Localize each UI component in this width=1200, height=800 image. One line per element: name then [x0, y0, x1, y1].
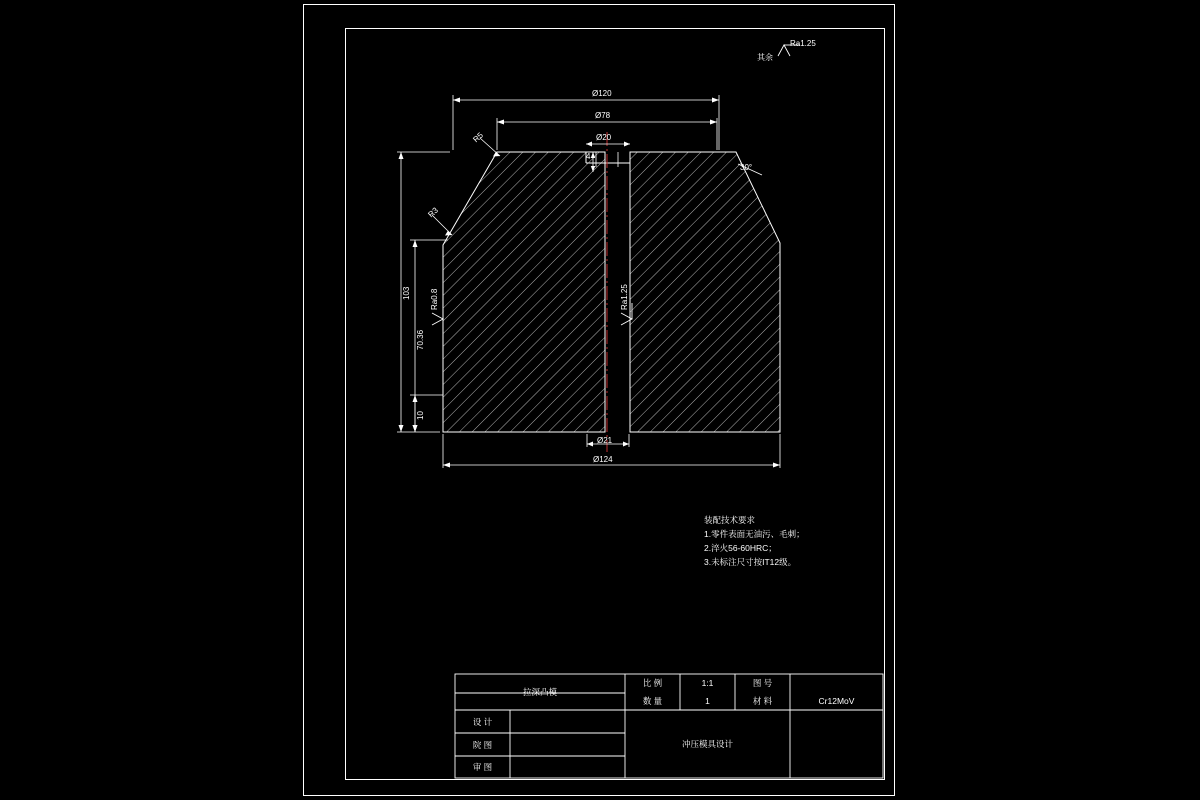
titleblock-material-value: Cr12MoV	[818, 696, 855, 706]
dim-103-label: 103	[402, 286, 411, 300]
dim-4-label: 4	[586, 152, 591, 161]
leader-r3	[432, 215, 452, 236]
dim-d20	[586, 142, 630, 147]
titleblock-material-label: 材 料	[752, 696, 773, 706]
dim-d120-label: Ø120	[592, 89, 612, 98]
dim-d20-label: Ø20	[596, 133, 612, 142]
titleblock-part-name: 拉深凸模	[522, 687, 557, 697]
titleblock-qty-value: 1	[705, 696, 710, 706]
titleblock-project: 冲压模具设计	[681, 739, 733, 749]
titleblock-scale-label: 比 例	[642, 678, 663, 688]
dim-d120	[453, 95, 719, 150]
titleblock-row-value-0	[510, 710, 625, 733]
dim-d124-label: Ø124	[593, 455, 613, 464]
dim-r3-label: R3	[426, 205, 440, 220]
titleblock-sheet-value	[790, 674, 883, 692]
surface-ra08-label: Ra0.8	[430, 288, 439, 310]
dim-30deg-label: 30°	[740, 163, 753, 172]
titleblock-row-label-0: 设 计	[472, 716, 493, 727]
note-item-1: 1.零件表面无油污、毛刺；	[704, 529, 805, 539]
dim-r5-label: R5	[471, 130, 485, 145]
surface-ra125-label: Ra1.25	[620, 284, 629, 310]
titleblock-row-value-2	[510, 756, 625, 778]
dim-d21-label: Ø21	[597, 436, 613, 445]
dim-10	[410, 395, 443, 432]
note-item-2: 2.淬火56-60HRC；	[704, 543, 777, 553]
surface-note-top-label: 其余	[757, 53, 773, 62]
dim-d78-label: Ø78	[595, 111, 611, 120]
technical-requirements-block	[704, 513, 805, 569]
titleblock-row-label-2: 审 图	[472, 762, 493, 772]
surface-top-value-label: Ra1.25	[790, 39, 816, 48]
notes-title: 装配技术要求	[704, 515, 756, 525]
titleblock-qty-label: 数 量	[642, 696, 663, 706]
dim-10-label: 10	[416, 411, 425, 420]
dim-7036-label: 70.36	[416, 329, 425, 350]
titleblock-row-label-1: 院 图	[472, 739, 493, 750]
titleblock-scale-value: 1:1	[701, 678, 714, 688]
part-section-left	[443, 152, 605, 432]
titleblock-sheet-label: 图 号	[752, 678, 773, 688]
part-section-right	[630, 152, 780, 432]
titleblock-row-value-1	[510, 733, 625, 756]
note-item-3: 3.未标注尺寸按IT12级。	[704, 557, 797, 567]
